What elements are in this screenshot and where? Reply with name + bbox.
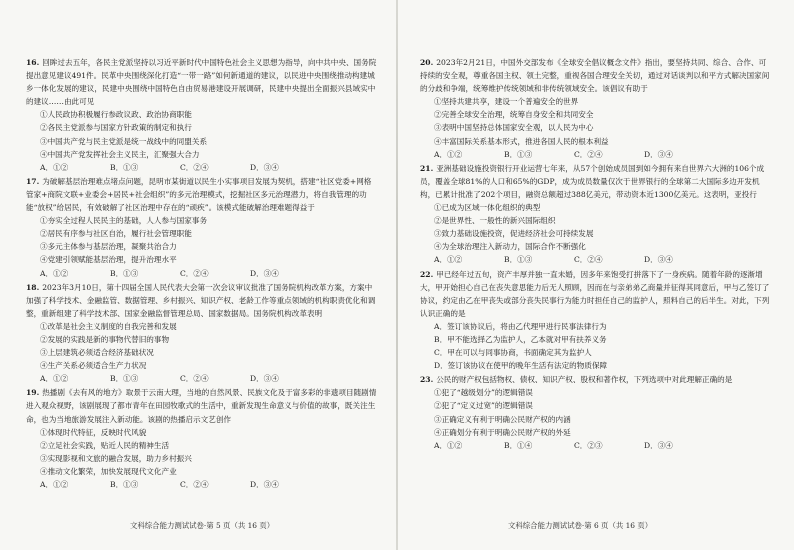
answer-option: D．签订该协议在使甲的晚年生活有法定的物质保障 — [434, 361, 608, 371]
question-number: 21. — [420, 163, 434, 173]
question-block — [420, 162, 772, 267]
answer-option: ①已成为区域一体化组织的典型 — [434, 203, 541, 213]
answer-option: ③多元主体参与基层治理，凝聚共治合力 — [40, 242, 177, 252]
answer-option: ③致力基础设施投资，促进经济社会可持续发展 — [434, 229, 594, 239]
question-text: 2023年2月21日，中国外交部发布《全球安全倡议概念文件》指出，要坚持共同、综合、合作、可持续的安全观，尊重各国主权、领土完整，重视各国合理安全关切，通过对话谈判以和平方式解决国家间的分歧和争端，统筹维护传统领域和非传统领域安全。该倡议有助于 — [420, 58, 770, 94]
answer-option: ②完善全球安全治理，统筹自身安全和共同安全 — [434, 110, 594, 120]
question-number: 16. — [26, 58, 40, 67]
choice-item: D．③④ — [250, 480, 279, 489]
choice-item: D．③④ — [250, 162, 279, 172]
choice-row — [26, 267, 378, 280]
choice-row — [26, 161, 378, 174]
answer-option: ②各民主党派参与国家方针政策的制定和执行 — [40, 123, 192, 133]
question-block — [420, 268, 772, 373]
choice-item: D．③④ — [644, 149, 673, 159]
question-text: 热播剧《去有风的地方》取景于云南大理，当地的自然风景、民族文化及于富多彩的非遗项目随剧情进入观众视野，该剧展现了都市青年在田园牧歌式的生活中，重新发现生命意义与价值的故事，既关注生命，也为当地旅游发展注入新动能。该剧的热播启示文艺创作 — [26, 388, 377, 424]
question-text: 亚洲基础设施投资银行开业运营七年来，从57个创始成员国到如今拥有来自世界六大洲的106个成员，覆盖全球81%的人口和65%的GDP，成为成员数量仅次于世界银行的全球第二大国际多边开发机构，已累计批准了202个项目，融资总额超过388亿美元，带动资本近1300亿美元。这表明，亚投行 — [420, 163, 765, 199]
question-block — [420, 373, 772, 452]
choice-row — [420, 253, 772, 266]
choice-item: D．③④ — [250, 268, 279, 278]
choice-row — [420, 148, 772, 161]
choice-item: A．①② — [40, 480, 69, 489]
choice-item: C．②④ — [180, 374, 209, 384]
question-number: 22. — [420, 269, 434, 279]
choice-item: B．①③ — [110, 268, 139, 278]
question-block — [26, 56, 378, 174]
question-stem — [420, 268, 772, 320]
answer-option: ①坚持共建共享，建设一个普遍安全的世界 — [434, 97, 579, 107]
choice-item: C．②③ — [574, 440, 603, 450]
answer-option: ④生产关系必须适合生产力状况 — [40, 361, 147, 371]
choice-item: A．①② — [434, 440, 463, 450]
answer-option: ②居民有序参与社区自治，履行社会管理职能 — [40, 229, 192, 239]
answer-option: ①夯实全过程人民民主的基础，人人参与国家事务 — [40, 216, 208, 226]
question-stem — [26, 386, 378, 425]
choice-item: B．①④ — [504, 440, 533, 450]
choice-item: B．①③ — [110, 480, 139, 489]
answer-option: ①改革是社会主义制度的自我完善和发展 — [40, 321, 177, 331]
question-block — [26, 386, 378, 491]
page-fold — [396, 0, 398, 550]
choice-row — [420, 439, 772, 452]
question-number: 20. — [420, 58, 434, 67]
choice-item: A．①② — [40, 374, 69, 384]
question-stem — [26, 281, 378, 320]
question-stem — [420, 56, 772, 95]
left-page-footer: 文科综合能力测试试卷·第 5 页（共 16 页） — [130, 521, 275, 530]
answer-option: ①人民政协积极履行参政议政、政治协商职能 — [40, 110, 192, 120]
question-block — [26, 281, 378, 386]
answer-option: A．签订该协议后，将由乙代理甲进行民事法律行为 — [434, 321, 607, 331]
answer-option: ③表明中国坚持总体国家安全观，以人民为中心 — [434, 123, 594, 133]
question-stem — [26, 175, 378, 214]
choice-item: B．①③ — [504, 255, 533, 265]
question-text: 2023年3月10日，第十四届全国人民代表大会第一次会议审议批准了国务院机构改革方案，方案中加强了科学技术、金融监管、数据管理、乡村振兴、知识产权、老龄工作等重点领域的机构职责优化和调整，重新组建了科学技术部、国家金融监督管理总局、国家数据局。国务院机构改革表明 — [26, 282, 376, 318]
choice-item: C．②④ — [180, 162, 209, 172]
left-page-column — [26, 56, 378, 492]
answer-option: ④正确划分有利于明确公民财产权的外延 — [434, 427, 571, 437]
answer-option: B．甲不能选择乙为监护人，乙本就对甲有扶养义务 — [434, 334, 607, 344]
question-text: 为破解基层治理难点堵点问题，昆明市某街道以民生小实事项目发展为契机，搭建“社区党委+网格管家+商院文联+业委会+居民+社会组织”的多元治理模式，挖掘社区多元治理潜力，将自我管理的功能“放权”给居民，有效破解了社区治理中存在的“顽疾”。该模式能破解治理难题得益于 — [26, 176, 372, 213]
choice-item: A．①② — [434, 255, 463, 265]
question-text: 甲已经年过五旬，资产丰厚并独一直未婚，因多年来饱受打拼落下了一身疾病。随着年龄的逐渐增大，甲开始担心自己在丧失意思能力后无人照顾，因而在与亲弟弟乙商量并征得其同意后，甲与乙签订了协议，约定由乙在甲丧失或部分丧失民事行为能力时担任自己的监护人，照料自己的后半生。对此，下列认识正确的是 — [420, 269, 770, 318]
answer-option: ④推动文化繁荣，加快发展现代文化产业 — [40, 466, 177, 476]
question-number: 19. — [26, 388, 40, 398]
choice-item: B．①③ — [504, 149, 533, 159]
choice-row — [26, 478, 378, 491]
question-text: 回眸过去五年，各民主党派坚持以习近平新时代中国特色社会主义思想为指导，向中共中央、国务院提出意见建议491件。民革中央围绕深化打造“一带一路”如何新通道的建议，以民进中央围绕推动构建城乡一体化发展的建议，民建中央围绕中国特色自由贸易港建设开展调研，民建中央提出全面振兴县域实中的建议……由此可见 — [26, 58, 377, 107]
choice-row — [26, 372, 378, 385]
question-stem — [420, 162, 772, 201]
question-block — [420, 56, 772, 161]
question-block — [26, 175, 378, 280]
answer-option: ④中国共产党发挥社会主义民主，汇聚强大合力 — [40, 149, 200, 159]
answer-option: ④丰富国际关系基本形式，推进各国人民的根本利益 — [434, 136, 609, 146]
answer-option: ②是世界性、一般性的新兴国际组织 — [434, 216, 556, 226]
choice-item: D．③④ — [644, 440, 673, 450]
choice-item: D．③④ — [644, 255, 673, 265]
answer-option: ③上层建筑必须适合经济基础状况 — [40, 348, 154, 358]
question-stem — [420, 373, 772, 386]
choice-item: C．②④ — [574, 149, 603, 159]
answer-option: ③正确定义有利于明确公民财产权的内涵 — [434, 414, 571, 424]
answer-option: ④为全球治理注入新动力，国际合作不断强化 — [434, 242, 586, 252]
question-number: 17. — [26, 176, 40, 186]
right-page-footer: 文科综合能力测试试卷·第 6 页（共 16 页） — [508, 521, 653, 530]
choice-item: D．③④ — [250, 374, 279, 384]
right-page-column — [420, 56, 772, 453]
answer-option: ②犯了“定义过宽”的逻辑错误 — [434, 401, 533, 411]
answer-option: ④党建引领赋能基层治理，提升治理水平 — [40, 255, 177, 265]
question-text: 公民的财产权包括物权、债权、知识产权、股权和著作权，下列选项中对此理解正确的是 — [436, 375, 733, 385]
question-number: 18. — [26, 282, 40, 292]
answer-option: ②立足社会实践，贴近人民的精神生活 — [40, 440, 170, 450]
question-stem — [26, 56, 378, 108]
choice-item: B．①③ — [110, 374, 139, 384]
choice-item: A．①② — [434, 149, 463, 159]
answer-option: ①犯了“越级划分”的逻辑错误 — [434, 388, 533, 398]
answer-option: ②发展的实践是新的事物代替旧的事物 — [40, 334, 170, 344]
answer-option: ③中国共产党与民主党派是统一战线中的同盟关系 — [40, 136, 208, 146]
choice-item: A．①② — [40, 162, 69, 172]
answer-option: C．甲在可以与同事协商，书面确定其为监护人 — [434, 348, 592, 358]
choice-item: A．①② — [40, 268, 69, 278]
question-number: 23. — [420, 375, 434, 385]
choice-item: C．②④ — [180, 480, 209, 489]
choice-item: B．①③ — [110, 162, 139, 172]
choice-item: C．②④ — [574, 255, 603, 265]
choice-item: C．②④ — [180, 268, 209, 278]
answer-option: ③实现影视和文旅的融合发展，助力乡村振兴 — [40, 453, 192, 463]
answer-option: ①体现时代特征，反映时代风貌 — [40, 427, 147, 437]
